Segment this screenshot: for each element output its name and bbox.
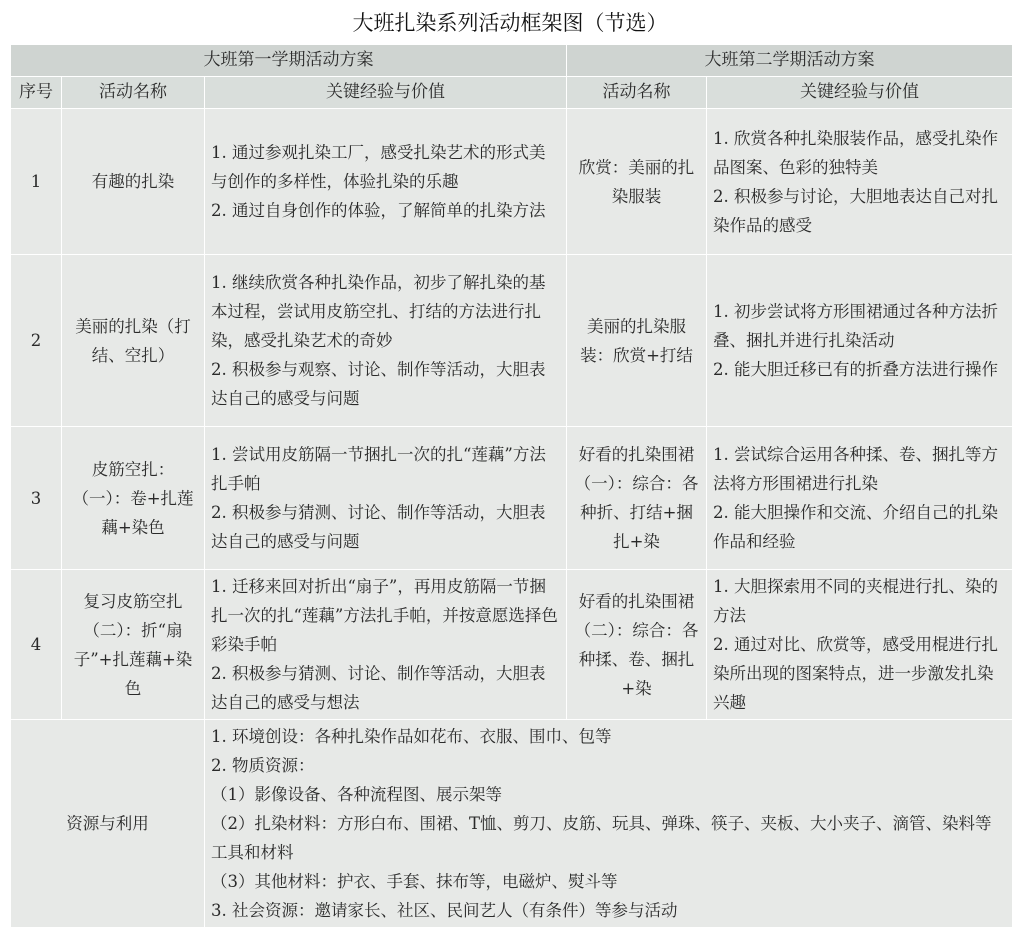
semester2-header: 大班第二学期活动方案 xyxy=(567,45,1013,77)
col-name-header: 活动名称 xyxy=(62,77,205,109)
col-value2-header: 关键经验与价值 xyxy=(707,77,1013,109)
key-value-sem2: 1. 尝试综合运用各种揉、卷、捆扎等方法将方形围裙进行扎染 2. 能大胆操作和交流、介绍自己的扎染作品和经验 xyxy=(707,427,1013,570)
page-title: 大班扎染系列活动框架图（节选） xyxy=(352,11,668,35)
resources-content xyxy=(205,720,1013,928)
table-row xyxy=(11,427,1013,570)
resource-line: 3. 社会资源：邀请家长、社区、民间艺人（有条件）等参与活动 xyxy=(211,901,678,920)
key-value-sem2: 1. 大胆探索用不同的夹棍进行扎、染的方法 2. 通过对比、欣赏等，感受用棍进行扎染所出现的图案特点，进一步激发扎染兴趣 xyxy=(707,570,1013,720)
semester-header-row xyxy=(11,45,1013,77)
key-value-sem2: 1. 初步尝试将方形围裙通过各种方法折叠、捆扎并进行扎染活动 2. 能大胆迁移已有的折叠方法进行操作 xyxy=(707,255,1013,427)
resource-line: （2）扎染材料：方形白布、围裙、T恤、剪刀、皮筋、玩具、弹珠、筷子、夹板、大小夹子、滴管、染料等工具和材料 xyxy=(211,814,992,862)
key-value-sem1: 1. 继续欣赏各种扎染作品，初步了解扎染的基本过程，尝试用皮筋空扎、打结的方法进行扎染，感受扎染艺术的奇妙 2. 积极参与观察、讨论、制作等活动，大胆表达自己的感受与问题 xyxy=(205,255,567,427)
row-number: 3 xyxy=(11,427,62,570)
row-number: 2 xyxy=(11,255,62,427)
key-value-sem1: 1. 迁移来回对折出“扇子”，再用皮筋隔一节捆扎一次的扎“莲藕”方法扎手帕，并按意愿选择色彩染手帕 2. 积极参与猜测、讨论、制作等活动，大胆表达自己的感受与想法 xyxy=(205,570,567,720)
activity-name-sem1: 美丽的扎染（打结、空扎） xyxy=(62,255,205,427)
table-row xyxy=(11,570,1013,720)
activity-name-sem2: 美丽的扎染服装：欣赏+打结 xyxy=(567,255,707,427)
row-number: 4 xyxy=(11,570,62,720)
col-value-header: 关键经验与价值 xyxy=(205,77,567,109)
activity-name-sem1: 有趣的扎染 xyxy=(62,109,205,255)
resource-line: （3）其他材料：护衣、手套、抹布等，电磁炉、熨斗等 xyxy=(211,872,618,891)
resources-row xyxy=(11,720,1013,928)
resources-label: 资源与利用 xyxy=(11,720,205,928)
activity-name-sem2: 好看的扎染围裙（一）：综合：各种折、打结+捆扎+染 xyxy=(567,427,707,570)
key-value-sem1: 1. 通过参观扎染工厂，感受扎染艺术的形式美与创作的多样性，体验扎染的乐趣 2. 通过自身创作的体验，了解简单的扎染方法 xyxy=(205,109,567,255)
activity-name-sem2: 欣赏：美丽的扎染服装 xyxy=(567,109,707,255)
semester1-header: 大班第一学期活动方案 xyxy=(11,45,567,77)
resource-line: 1. 环境创设：各种扎染作品如花布、衣服、围巾、包等 xyxy=(211,727,612,746)
column-header-row xyxy=(11,77,1013,109)
resource-line: 2. 物质资源： xyxy=(211,756,315,775)
row-number: 1 xyxy=(11,109,62,255)
table-row xyxy=(11,109,1013,255)
col-no-header: 序号 xyxy=(11,77,62,109)
activity-name-sem1: 复习皮筋空扎（二）：折“扇子”+扎莲藕+染色 xyxy=(62,570,205,720)
activity-framework-table xyxy=(10,44,1013,928)
resource-line: （1）影像设备、各种流程图、展示架等 xyxy=(211,785,502,804)
activity-name-sem1: 皮筋空扎：（一）：卷+扎莲藕+染色 xyxy=(62,427,205,570)
table-row xyxy=(11,255,1013,427)
col-name2-header: 活动名称 xyxy=(567,77,707,109)
activity-name-sem2: 好看的扎染围裙（二）：综合：各种揉、卷、捆扎+染 xyxy=(567,570,707,720)
key-value-sem1: 1. 尝试用皮筋隔一节捆扎一次的扎“莲藕”方法扎手帕 2. 积极参与猜测、讨论、制作等活动，大胆表达自己的感受与问题 xyxy=(205,427,567,570)
key-value-sem2: 1. 欣赏各种扎染服装作品，感受扎染作品图案、色彩的独特美 2. 积极参与讨论，大胆地表达自己对扎染作品的感受 xyxy=(707,109,1013,255)
